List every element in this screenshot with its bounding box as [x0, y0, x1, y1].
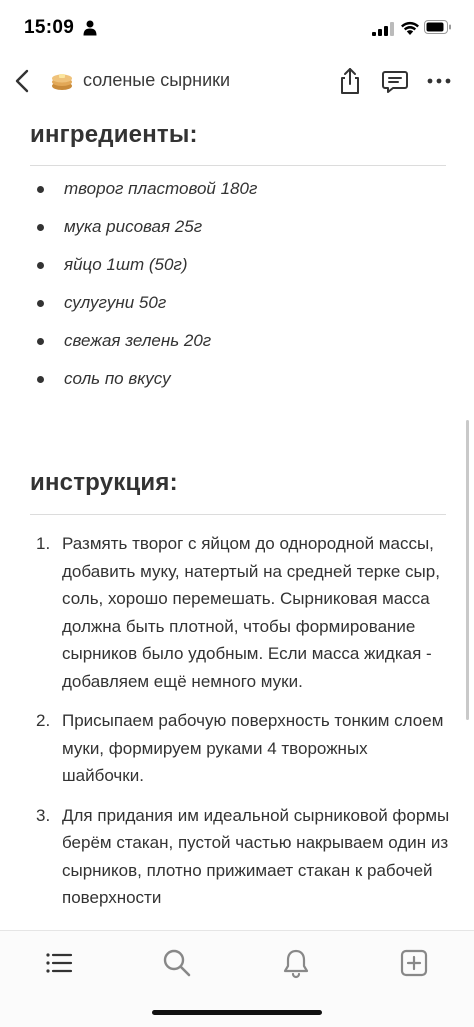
search-icon[interactable]	[161, 947, 193, 979]
page-title: соленые сырники	[83, 70, 231, 90]
comment-icon[interactable]	[380, 66, 410, 96]
step-text: Размять творог с яйцом до однородной массы, добавить муку, натертый на средней терке сыр, соль, хорошо перемешать. Сырниковая масса должна быть плотной, чтобы формирование сырников было удобным. Если масса жидкая - добавляем ещё немного муки.	[62, 534, 440, 691]
person-icon	[83, 20, 97, 36]
list-item: свежая зелень 20г	[30, 322, 450, 360]
list-item: мука рисовая 25г	[30, 208, 450, 246]
ingredients-heading: ингредиенты:	[30, 121, 198, 148]
instructions-heading: инструкция:	[30, 469, 178, 496]
list-item	[30, 707, 450, 790]
status-bar	[0, 0, 474, 56]
step-number: 3.	[36, 805, 51, 825]
list-item	[30, 530, 450, 695]
list-item: соль по вкусу	[30, 360, 450, 398]
share-icon[interactable]	[335, 66, 365, 96]
list-item	[30, 802, 450, 912]
signal-icon	[372, 22, 394, 36]
step-number: 2.	[36, 711, 51, 730]
home-indicator	[152, 1010, 322, 1015]
pancake-icon	[50, 69, 74, 93]
scrollbar[interactable]	[466, 420, 469, 720]
list-item: сулугуни 50г	[30, 284, 450, 322]
list-icon[interactable]	[43, 947, 75, 979]
step-text: Присыпаем рабочую поверхность тонким слоем муки, формируем руками 4 творожных шайбочки.	[62, 711, 444, 785]
wifi-icon	[400, 20, 420, 36]
battery-icon	[424, 19, 452, 35]
step-number: 1.	[36, 534, 51, 553]
step-text: Для придания им идеальной сырниковой формы берём стакан, пустой частью накрываем один из сырников, плотно прижимает стакан к рабочей поверхности	[62, 805, 450, 907]
instructions-divider	[30, 514, 446, 515]
list-item: яйцо 1шт (50г)	[30, 246, 450, 284]
list-item: творог пластовой 180г	[30, 170, 450, 208]
ingredients-divider	[30, 165, 446, 166]
ingredients-list	[30, 170, 450, 398]
bell-icon[interactable]	[280, 947, 312, 979]
more-icon[interactable]	[424, 66, 454, 96]
chevron-left-icon[interactable]	[10, 66, 36, 96]
top-navigation-bar	[0, 56, 474, 106]
status-time: 15:09	[24, 17, 75, 38]
instructions-list	[30, 530, 450, 924]
add-page-icon[interactable]	[398, 947, 430, 979]
